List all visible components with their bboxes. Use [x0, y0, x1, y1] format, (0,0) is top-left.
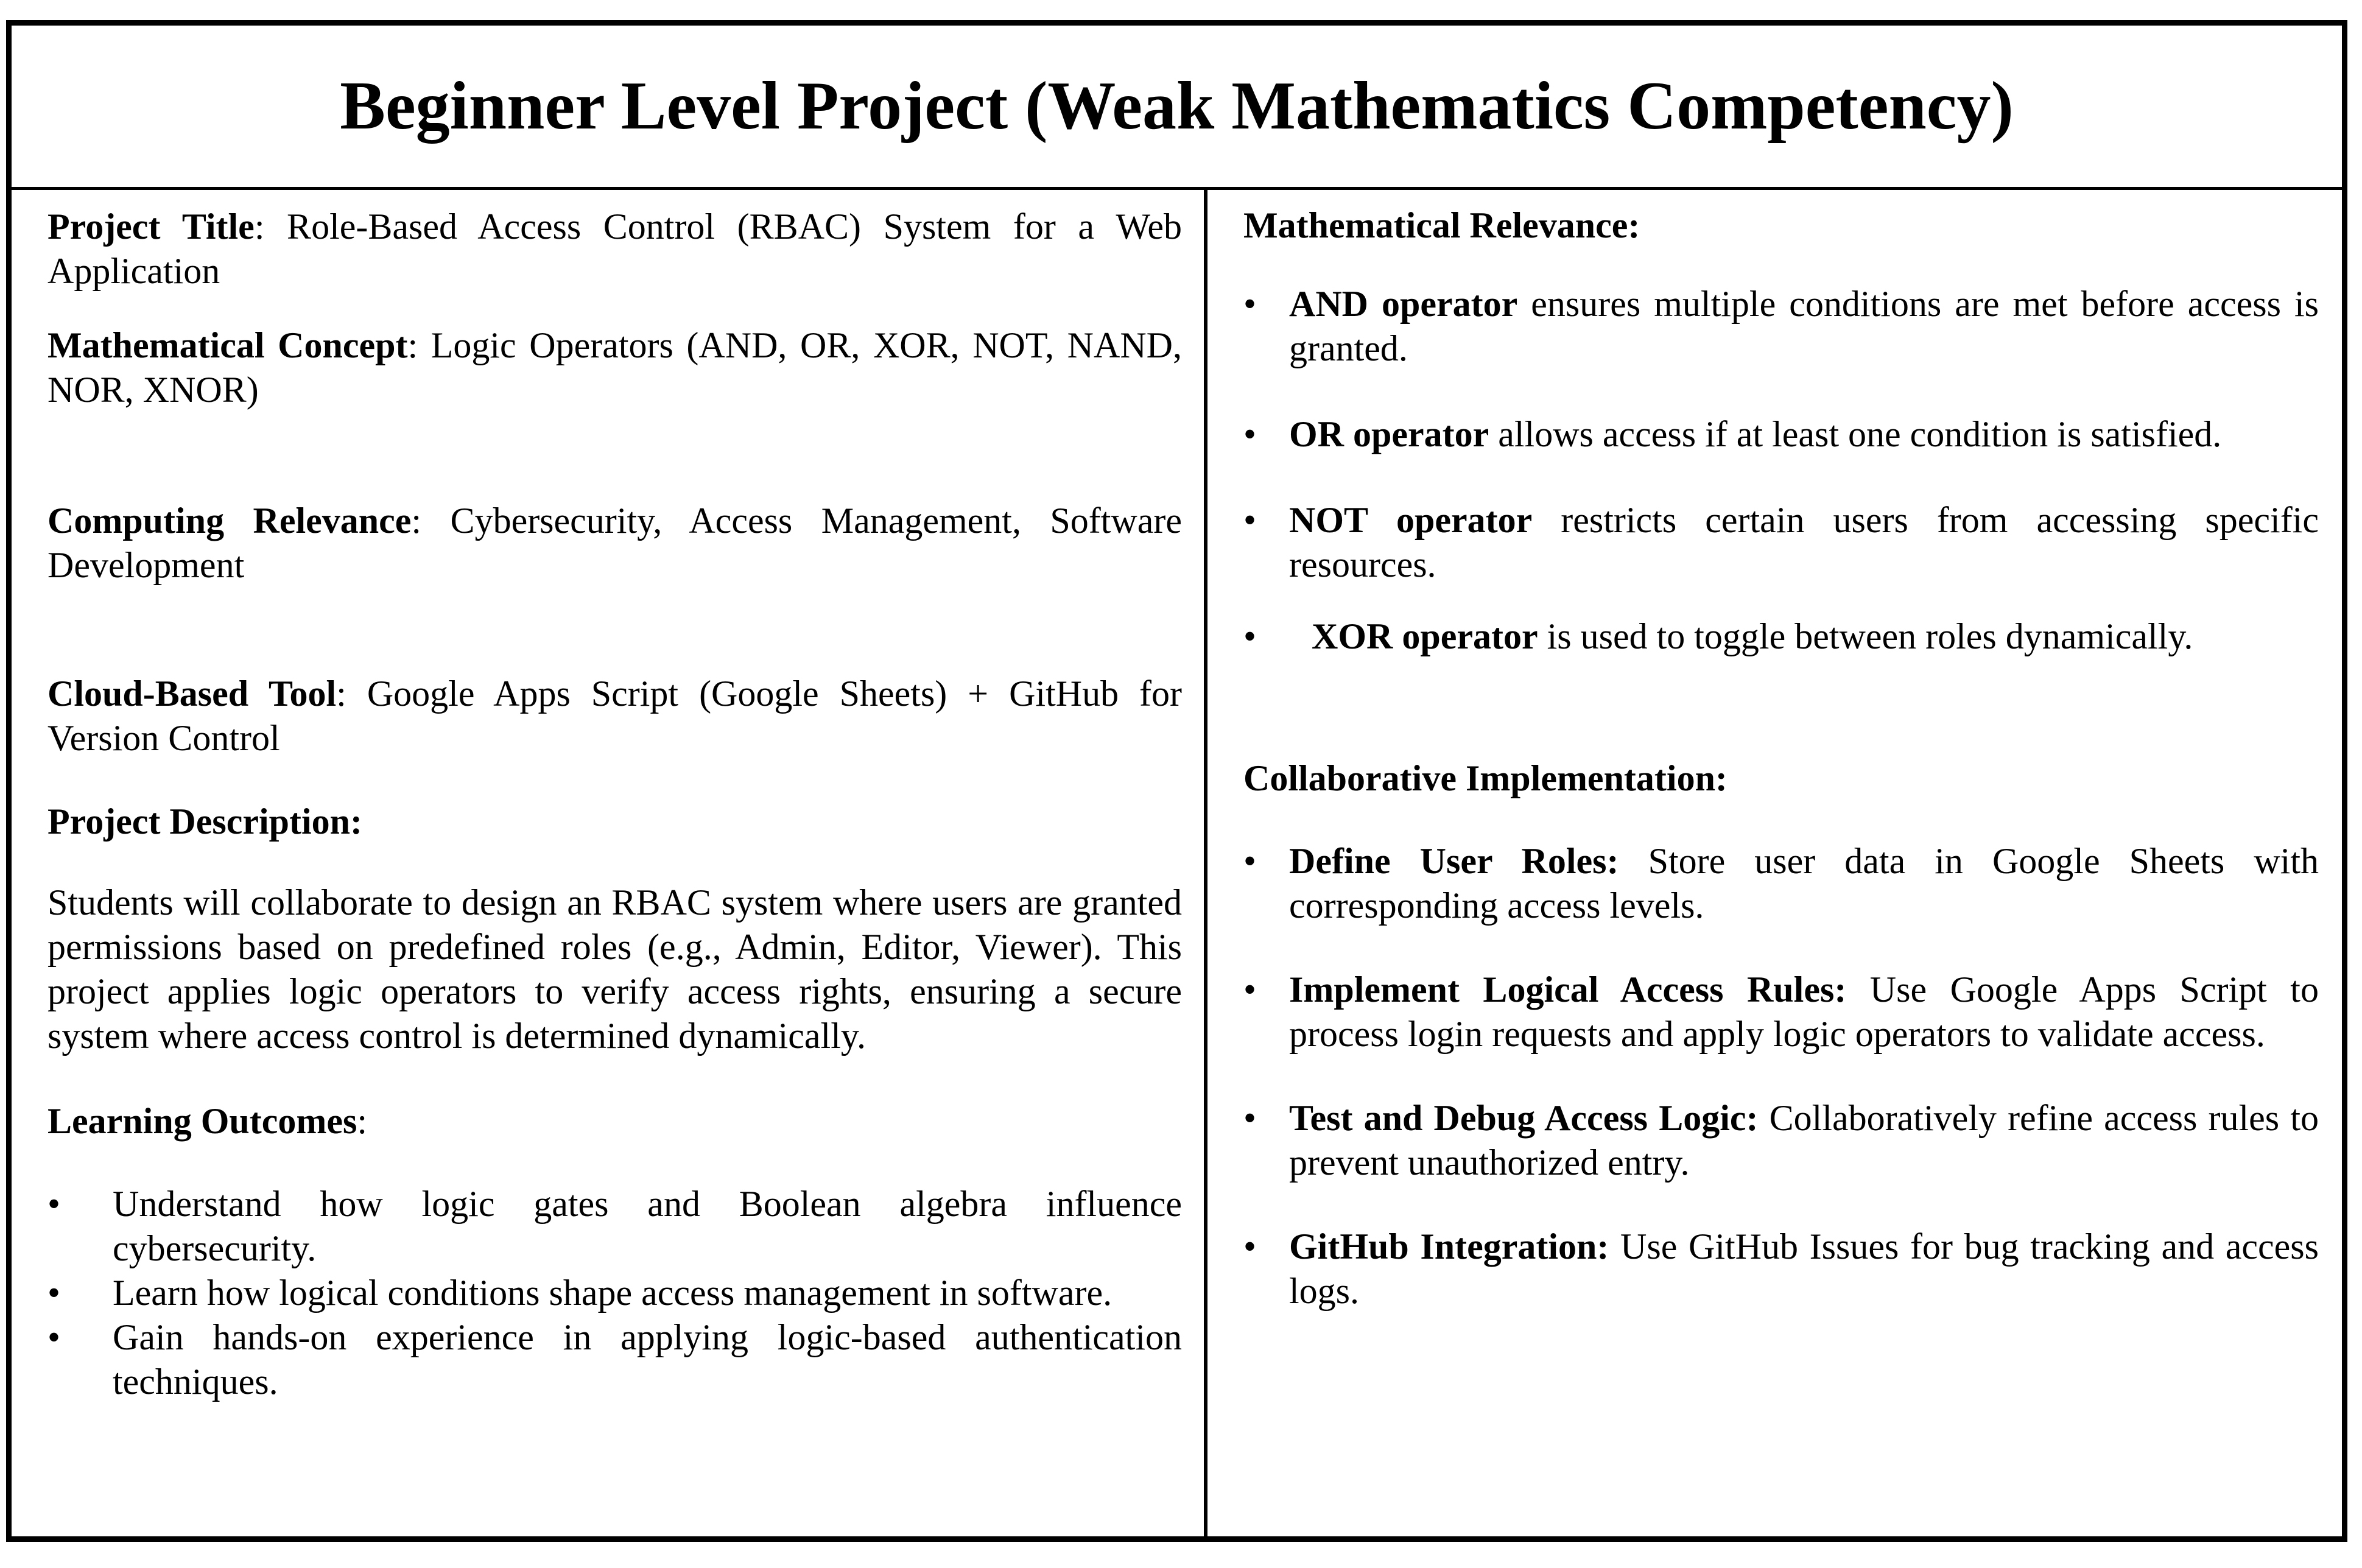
- page-title: [12, 26, 2342, 190]
- operator-text: allows access if at least one condition is satisfied.: [1489, 414, 2222, 454]
- step-label: Implement Logical Access Rules:: [1289, 969, 1847, 1010]
- mathematical-relevance-heading: Mathematical Relevance:: [1243, 205, 1640, 245]
- operator-label: XOR operator: [1312, 616, 1538, 656]
- mathematical-concept-value: : Logic Operators (AND, OR, XOR, NOT, NAND, NOR, XNOR): [47, 325, 1182, 410]
- list-item: [47, 1315, 1182, 1404]
- mathematical-relevance-list: [1243, 282, 2319, 659]
- operator-label: AND operator: [1289, 284, 1518, 324]
- list-item: [1243, 412, 2319, 457]
- cloud-based-tool-label: Cloud-Based Tool: [47, 673, 337, 714]
- cloud-based-tool-value: : Google Apps Script (Google Sheets) + GitHub for Version Control: [47, 673, 1183, 758]
- step-text: Store user data in Google Sheets with corresponding access levels.: [1289, 841, 2319, 926]
- project-title-label: Project Title: [47, 206, 255, 247]
- operator-text: ensures multiple conditions are met before access is granted.: [1289, 284, 2319, 368]
- computing-relevance-value: : Cybersecurity, Access Management, Software Development: [47, 501, 1182, 585]
- step-text: Collaboratively refine access rules to prevent unauthorized entry.: [1289, 1098, 2319, 1183]
- step-label: Define User Roles:: [1289, 841, 1619, 881]
- step-text: Use Google Apps Script to process login requests and apply logic operators to validate access.: [1289, 969, 2319, 1054]
- right-column: [1207, 190, 2342, 1536]
- outcome-text: Gain hands-on experience in applying logic-based authentication techniques.: [113, 1317, 1182, 1402]
- project-description-text: Students will collaborate to design an RBAC system where users are granted permissions based on predefined roles (e.g., Admin, Editor, Viewer). This project applies logic operators to verify access rights, ensuring a secure system where access control is determined dynamically.: [47, 882, 1182, 1056]
- collaborative-implementation-heading: Collaborative Implementation:: [1243, 758, 1728, 798]
- learning-outcomes-heading: [47, 1099, 1182, 1144]
- cloud-based-tool-field: [47, 672, 1182, 761]
- mathematical-concept-field: [47, 323, 1182, 412]
- learning-outcomes-list: [47, 1182, 1182, 1404]
- list-item: [1243, 968, 2319, 1056]
- outcome-text: Understand how logic gates and Boolean algebra influence cybersecurity.: [113, 1184, 1182, 1268]
- mathematical-concept-label: Mathematical Concept: [47, 325, 408, 365]
- operator-text: restricts certain users from accessing specific resources.: [1289, 500, 2319, 585]
- project-description-heading: Project Description:: [47, 801, 363, 842]
- learning-outcomes-heading-colon: :: [357, 1101, 367, 1141]
- computing-relevance-label: Computing Relevance: [47, 501, 412, 541]
- list-item: [1243, 1225, 2319, 1313]
- step-text: Use GitHub Issues for bug tracking and access logs.: [1289, 1226, 2319, 1311]
- operator-label: OR operator: [1289, 414, 1489, 454]
- list-item: [1243, 1096, 2319, 1185]
- list-item: [1243, 614, 2319, 659]
- project-title-field: [47, 205, 1182, 294]
- step-label: GitHub Integration:: [1289, 1226, 1609, 1267]
- list-item: [47, 1271, 1182, 1315]
- list-item: [1243, 839, 2319, 928]
- list-item: [1243, 282, 2319, 371]
- left-column: [12, 190, 1207, 1536]
- list-item: [1243, 498, 2319, 587]
- computing-relevance-field: [47, 499, 1182, 588]
- list-item: [47, 1182, 1182, 1271]
- step-label: Test and Debug Access Logic:: [1289, 1098, 1759, 1138]
- project-table: [6, 20, 2347, 1542]
- learning-outcomes-heading-text: Learning Outcomes: [47, 1101, 357, 1141]
- page-title-text: Beginner Level Project (Weak Mathematics Competency): [340, 68, 2014, 144]
- table-body: [12, 190, 2342, 1536]
- operator-text: is used to toggle between roles dynamically.: [1538, 616, 2193, 656]
- project-title-value: : Role-Based Access Control (RBAC) System for a Web Application: [47, 206, 1182, 291]
- operator-label: NOT operator: [1289, 500, 1533, 540]
- outcome-text: Learn how logical conditions shape access management in software.: [113, 1273, 1112, 1313]
- collaborative-implementation-list: [1243, 839, 2319, 1313]
